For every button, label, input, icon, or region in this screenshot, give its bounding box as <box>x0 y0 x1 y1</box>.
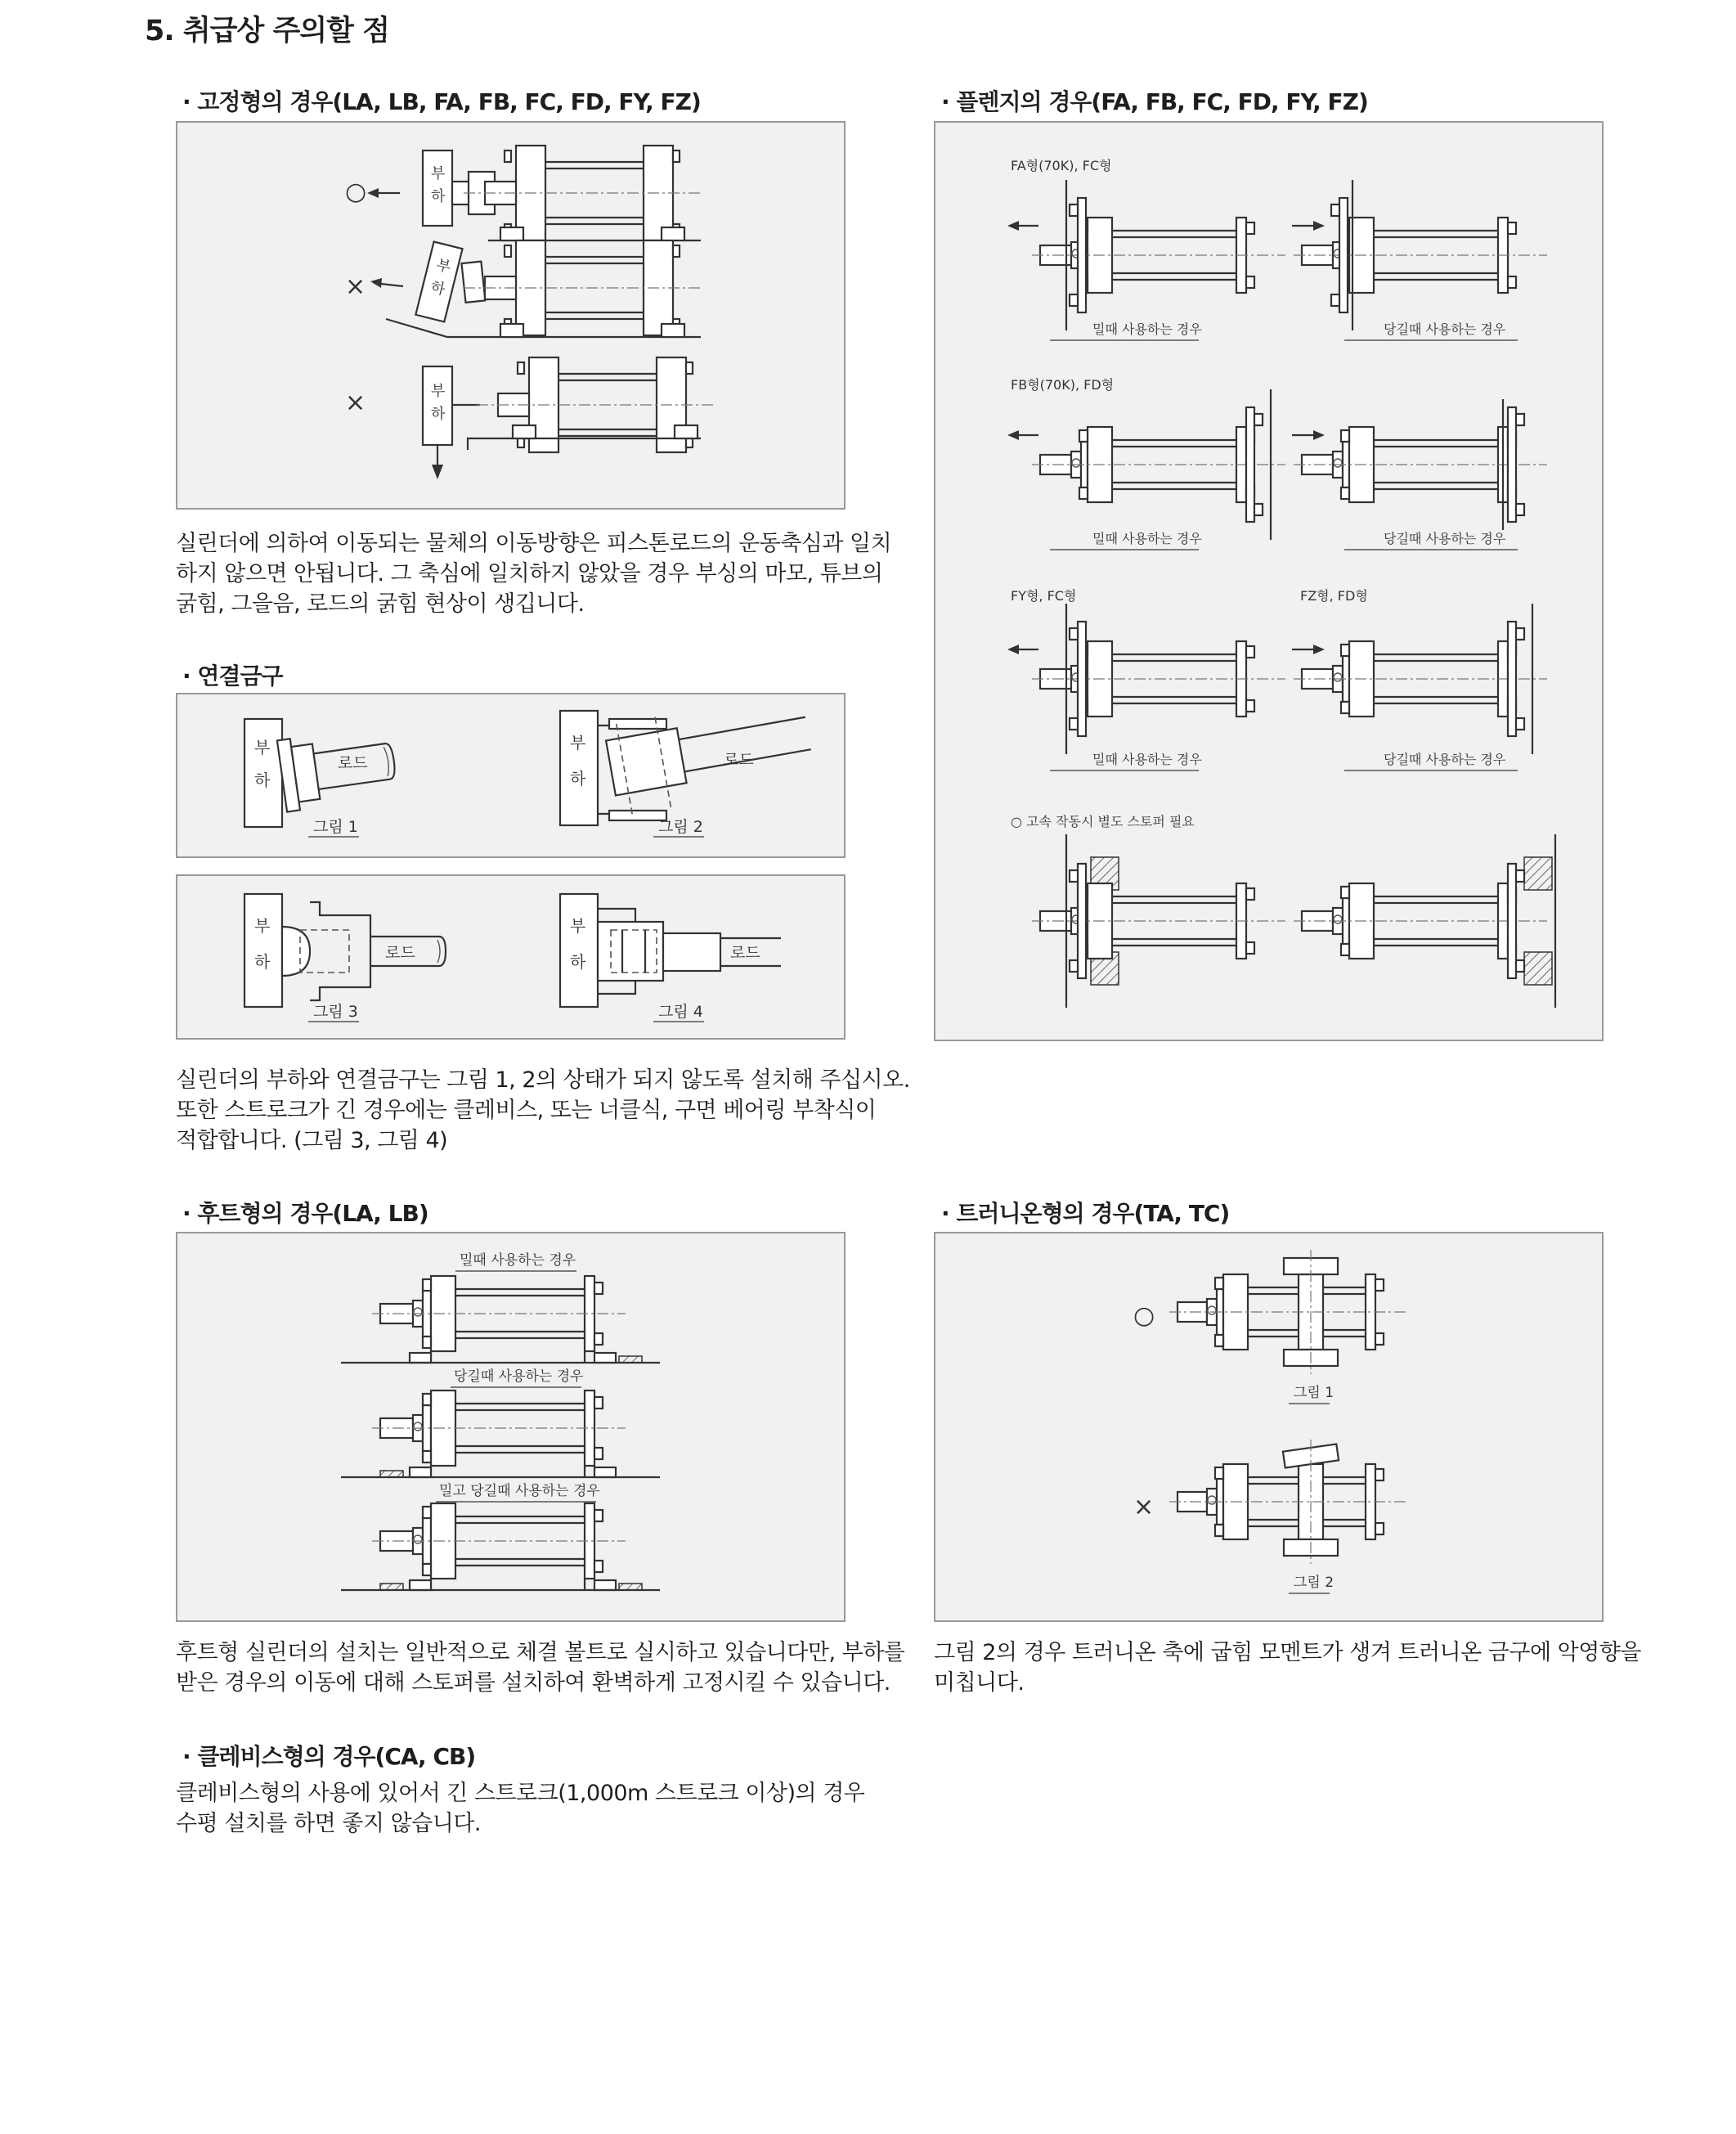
trunnion-paragraph-line: 미칩니다. <box>934 1670 1025 1696</box>
joint-load-2b: 하 <box>570 769 586 788</box>
foot-paragraph <box>176 1638 904 1698</box>
mark-ng-1: × <box>345 272 366 301</box>
load-label-2a: 부 <box>434 256 453 277</box>
trunnion-mark-ok: ○ <box>1133 1301 1155 1330</box>
clevis-paragraph-line: 클레비스형의 사용에 있어서 긴 스트로크(1,000m 스트로크 이상)의 경우 <box>176 1781 865 1806</box>
foot-label-push: 밀때 사용하는 경우 <box>460 1252 576 1269</box>
load-label-3b: 하 <box>431 406 446 423</box>
fixed-paragraph-line: 굵힘, 그을음, 로드의 굵힘 현상이 생깁니다. <box>176 591 585 617</box>
flange-heading: · 플렌지의 경우(FA, FB, FC, FD, FY, FZ) <box>941 88 1368 115</box>
load-label-3a: 부 <box>431 383 446 400</box>
trunnion-paragraph <box>934 1638 1641 1698</box>
joint-rod-1: 로드 <box>338 754 368 772</box>
clevis-paragraph-line: 수평 설치를 하면 좋지 않습니다. <box>176 1811 481 1836</box>
page-title: 5. 취급상 주의할 점 <box>145 15 389 47</box>
fixed-paragraph <box>176 528 891 619</box>
joint-fig-1: 그림 1 <box>313 818 358 836</box>
fixed-paragraph-line: 하지 않으면 안됩니다. 그 축심에 일치하지 않았을 경우 부싱의 마모, 튜브의 <box>176 561 883 586</box>
clevis-paragraph <box>176 1778 864 1839</box>
flange-push-2: 밀때 사용하는 경우 <box>1092 531 1202 546</box>
joint-diagram-box-1 <box>176 693 846 858</box>
clevis-heading: · 클레비스형의 경우(CA, CB) <box>182 1743 476 1770</box>
mark-ng-2: × <box>345 389 366 417</box>
trunnion-paragraph-line: 그림 2의 경우 트러니온 축에 굽힘 모멘트가 생겨 트러니온 금구에 악영향을 <box>934 1640 1641 1665</box>
foot-label-pull: 당길때 사용하는 경우 <box>454 1368 584 1385</box>
joint-load-4b: 하 <box>570 952 586 972</box>
flange-group-3a: FY형, FC형 <box>1011 588 1077 604</box>
flange-pull-1: 당길때 사용하는 경우 <box>1384 321 1506 337</box>
joint-load-3b: 하 <box>254 952 271 972</box>
fixed-paragraph-line: 실린더에 의하여 이동되는 물체의 이동방향은 피스톤로드의 운동축심과 일치 <box>176 531 892 556</box>
trunnion-mark-ng: × <box>1133 1493 1155 1521</box>
flange-group-1: FA형(70K), FC형 <box>1011 158 1112 173</box>
flange-note: ○ 고속 작동시 별도 스토퍼 필요 <box>1011 814 1195 829</box>
fixed-heading: · 고정형의 경우(LA, LB, FA, FB, FC, FD, FY, FZ) <box>182 88 701 115</box>
fixed-diagram <box>177 123 847 511</box>
joint-load-4a: 부 <box>570 916 586 936</box>
mark-ok: ○ <box>345 177 367 206</box>
joint-fig-2: 그림 2 <box>658 818 703 836</box>
joint-paragraph-line: 적합합니다. (그림 3, 그림 4) <box>176 1128 448 1153</box>
load-label-1b: 하 <box>431 188 446 205</box>
foot-heading: · 후트형의 경우(LA, LB) <box>182 1200 428 1227</box>
joint-fig-3: 그림 3 <box>313 1003 358 1021</box>
joint-paragraph <box>176 1065 910 1156</box>
joint-load-2a: 부 <box>570 733 586 753</box>
joint-paragraph-line: 또한 스트로크가 긴 경우에는 클레비스, 또는 너클식, 구면 베어링 부착식이 <box>176 1098 877 1123</box>
flange-pull-3: 당길때 사용하는 경우 <box>1384 752 1506 767</box>
flange-push-1: 밀때 사용하는 경우 <box>1092 321 1202 337</box>
flange-group-2: FB형(70K), FD형 <box>1011 377 1115 393</box>
load-label-2b: 하 <box>428 278 447 299</box>
joint-rod-3: 로드 <box>385 944 415 962</box>
joint-load-1b: 하 <box>254 770 271 790</box>
joint-rod-2: 로드 <box>724 751 754 769</box>
joint-rod-4: 로드 <box>730 944 760 962</box>
trunnion-diagram-box <box>934 1232 1604 1622</box>
trunnion-fig-2: 그림 2 <box>1294 1575 1335 1591</box>
foot-label-both: 밀고 당길때 사용하는 경우 <box>439 1483 600 1499</box>
joint-fig-4: 그림 4 <box>658 1003 703 1021</box>
fixed-diagram-box <box>176 121 846 510</box>
flange-push-3: 밀때 사용하는 경우 <box>1092 752 1202 767</box>
trunnion-heading: · 트러니온형의 경우(TA, TC) <box>941 1200 1230 1227</box>
joint-paragraph-line: 실린더의 부하와 연결금구는 그림 1, 2의 상태가 되지 않도록 설치해 주십시오. <box>176 1067 910 1093</box>
flange-diagram-box <box>934 121 1604 1041</box>
foot-diagram-box <box>176 1232 846 1622</box>
foot-paragraph-line: 후트형 실린더의 설치는 일반적으로 체결 볼트로 실시하고 있습니다만, 부하를 <box>176 1640 905 1665</box>
joint-heading: · 연결금구 <box>182 663 283 690</box>
joint-load-1a: 부 <box>254 738 271 757</box>
foot-paragraph-line: 받은 경우의 이동에 대해 스토퍼를 설치하여 환벽하게 고정시킬 수 있습니다. <box>176 1670 890 1696</box>
flange-pull-2: 당길때 사용하는 경우 <box>1384 531 1506 546</box>
joint-load-3a: 부 <box>254 916 271 936</box>
flange-group-3b: FZ형, FD형 <box>1300 588 1368 604</box>
joint-diagram-box-2 <box>176 874 846 1040</box>
trunnion-fig-1: 그림 1 <box>1294 1385 1335 1401</box>
load-label-1a: 부 <box>431 165 446 182</box>
